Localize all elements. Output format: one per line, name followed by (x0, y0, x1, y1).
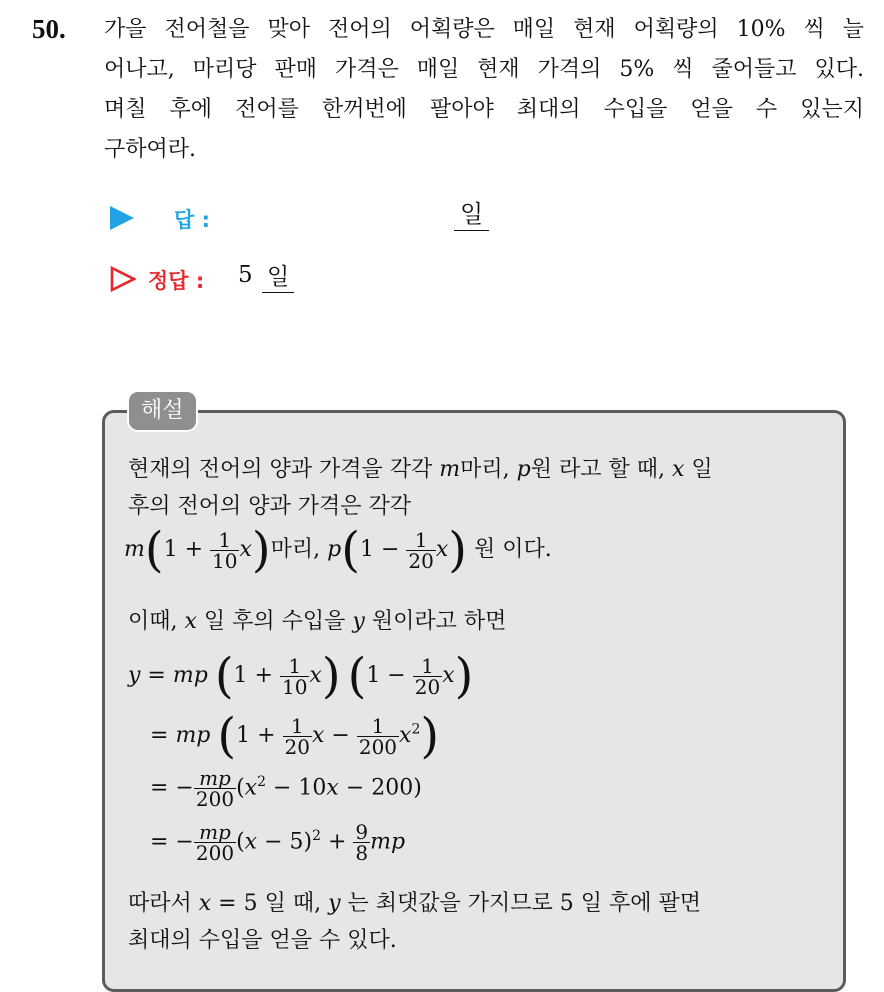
answer-unit[interactable]: 일 (454, 198, 489, 231)
equation-1: y = mp (1 + $\frac{1}{10}$ x) (1 − $\frac{1}{20}$ x) (128, 648, 474, 704)
equation-2: = mp (1 + $\frac{1}{20}$ x − $\frac{1}{200}$ $x^2$) (150, 708, 440, 764)
problem-number: 50. (32, 14, 66, 44)
equation-3: = − $\frac{mp}{200}$ $(x^2 - 10x - 200)$ (150, 766, 422, 811)
problem-line: 어나고, 마리당 판매 가격은 매일 현재 가격의 5% 씩 줄어들고 있다. (104, 57, 864, 82)
problem-line: 구하여라. (104, 137, 197, 162)
explanation-line-2: 후의 전어의 양과 가격은 각각 (128, 494, 411, 519)
correct-value: 5 (238, 262, 253, 288)
problem-line: 며칠 후에 전어를 한꺼번에 팔아야 최대의 수입을 얻을 수 있는지 (104, 97, 864, 122)
correct-answer-row (110, 260, 510, 304)
correct-unit: 일 (262, 262, 294, 293)
play-triangle-icon (110, 206, 134, 230)
problem-text (104, 10, 864, 170)
explanation-line-3: m(1 + $\frac{1}{10}$ x)마리, p(1 − $\frac{1}{20}$ x) 원 이다. (124, 522, 552, 578)
explanation-tag: 해설 (127, 390, 198, 432)
explanation-line-1: 현재의 전어의 양과 가격을 각각 m마리, p원 라고 할 때, x 일 (128, 457, 713, 482)
answer-row (110, 196, 510, 244)
explanation-line-6: 최대의 수입을 얻을 수 있다. (128, 928, 397, 953)
answer-label: 답 : (174, 208, 210, 232)
explanation-line-5: 따라서 x = 5 일 때, y 는 최댓값을 가지므로 5 일 후에 팔면 (128, 891, 701, 916)
outline-triangle-icon (110, 266, 136, 292)
equation-4: = − $\frac{mp}{200}$ $(x - 5)^2$ + $\frac{9}{8}$ mp (150, 820, 406, 865)
correct-label: 정답 : (148, 269, 205, 293)
explanation-line-4: 이때, x 일 후의 수입을 y 원이라고 하면 (128, 609, 507, 634)
problem-line: 가을 전어철을 맞아 전어의 어획량은 매일 현재 어획량의 10% 씩 늘 (104, 17, 864, 42)
